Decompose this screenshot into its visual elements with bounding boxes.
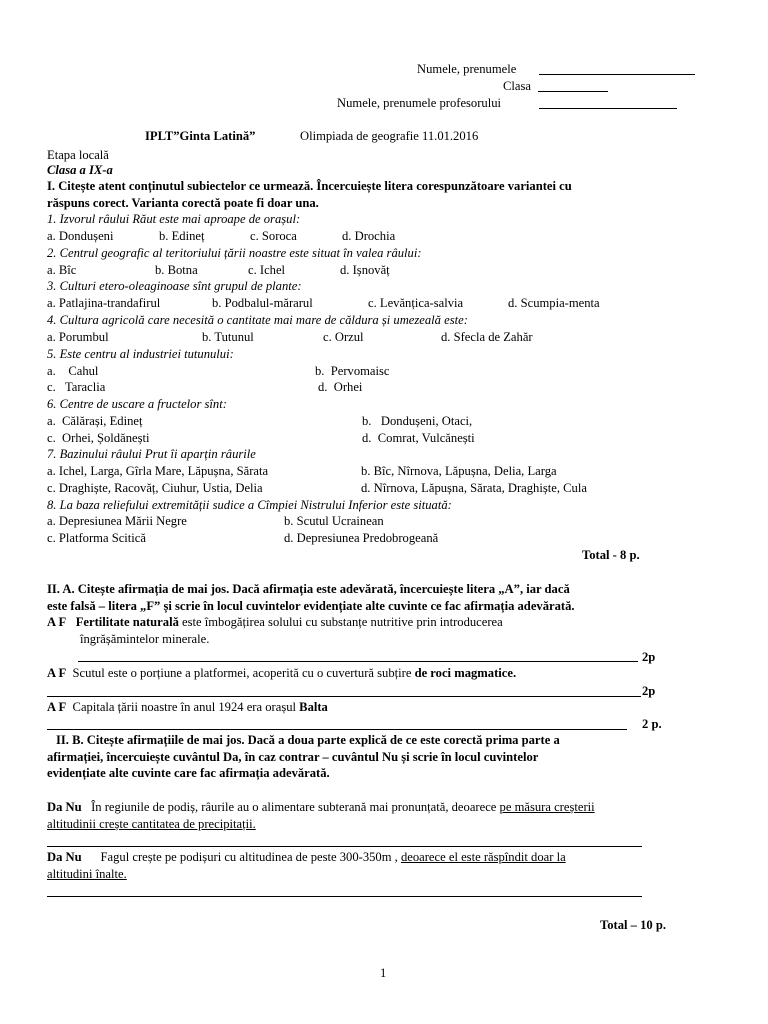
q1-option-b[interactable]: b. Edineț — [159, 229, 205, 243]
teacher-name-line[interactable] — [539, 108, 677, 109]
q3-option-c[interactable]: c. Levănțica-salvia — [368, 296, 464, 310]
answer-line-a3[interactable] — [47, 729, 627, 730]
q6-option-a[interactable]: a. Călărași, Edineț — [47, 414, 143, 428]
q7-option-a[interactable]: a. Ichel, Larga, Gîrla Mare, Lăpușna, Sărata — [47, 464, 269, 478]
q7-option-d[interactable]: d. Nîrnova, Lăpușna, Sărata, Draghiște, Cula — [361, 481, 587, 495]
q5-option-c[interactable]: c. Taraclia — [47, 380, 106, 394]
points-a3: 2 p. — [642, 717, 662, 731]
q5-option-a[interactable]: a. Cahul — [47, 364, 99, 378]
q2-option-a[interactable]: a. Bîc — [47, 263, 77, 277]
question-3: 3. Culturi etero-oleaginoase sînt grupul de plante: — [47, 279, 302, 293]
student-name-label: Numele, prenumele — [417, 62, 517, 76]
answer-line-b1[interactable] — [47, 846, 642, 847]
q7-option-b[interactable]: b. Bîc, Nîrnova, Lăpușna, Delia, Larga — [361, 464, 557, 478]
statement-b1-line2: altitudinii crește cantitatea de precipitații. — [47, 817, 256, 831]
q1-option-a[interactable]: a. Dondușeni — [47, 229, 114, 243]
q2-option-d[interactable]: d. Ișnovăț — [340, 263, 390, 277]
af-choice-3[interactable]: A F — [47, 700, 67, 714]
part1-instruction-line1: I. Citește atent conținutul subiectelor ce urmează. Încercuiește litera corespunzătoare variantei cu — [47, 179, 572, 193]
answer-line-a1[interactable] — [78, 661, 638, 662]
q4-option-c[interactable]: c. Orzul — [323, 330, 364, 344]
part2-total: Total – 10 p. — [600, 918, 667, 932]
q4-option-d[interactable]: d. Sfecla de Zahăr — [441, 330, 533, 344]
statement-a1-line2: îngrășămintelor minerale. — [80, 632, 210, 646]
q8-option-c[interactable]: c. Platforma Scitică — [47, 531, 146, 545]
answer-line-a2[interactable] — [47, 696, 641, 697]
points-a1: 2p — [642, 650, 656, 664]
q8-option-b[interactable]: b. Scutul Ucrainean — [284, 514, 384, 528]
stage-label: Etapa locală — [47, 148, 109, 162]
question-5: 5. Este centru al industriei tutunului: — [47, 347, 234, 361]
question-8: 8. La baza reliefului extremității sudice a Cîmpiei Nistrului Inferior este situată: — [47, 498, 452, 512]
points-a2: 2p — [642, 684, 656, 698]
student-name-line[interactable] — [539, 74, 695, 75]
part2b-instruction-line1: II. B. Citește afirmațiile de mai jos. Dacă a doua parte explică de ce este corectă prima parte a — [56, 733, 560, 747]
teacher-name-label: Numele, prenumele profesorului — [337, 96, 502, 110]
da-nu-choice-1[interactable]: Da Nu — [47, 800, 82, 814]
part2b-instruction-line2: afirmației, încercuiește cuvântul Da, în caz contrar – cuvântul Nu și scrie în locul cuvintelor — [47, 750, 539, 764]
q8-option-d[interactable]: d. Depresiunea Predobrogeană — [284, 531, 439, 545]
page-number: 1 — [380, 966, 387, 980]
q5-option-d[interactable]: d. Orhei — [318, 380, 363, 394]
q1-option-c[interactable]: c. Soroca — [250, 229, 297, 243]
af-choice-1[interactable]: A F — [47, 615, 67, 629]
af-choice-2[interactable]: A F — [47, 666, 67, 680]
q6-option-d[interactable]: d. Comrat, Vulcănești — [362, 431, 475, 445]
question-7: 7. Bazinului râului Prut îi aparțin râurile — [47, 447, 256, 461]
q3-option-d[interactable]: d. Scumpia-menta — [508, 296, 600, 310]
q4-option-a[interactable]: a. Porumbul — [47, 330, 109, 344]
olympiad-title: Olimpiada de geografie 11.01.2016 — [300, 129, 479, 143]
part1-total: Total - 8 p. — [582, 548, 640, 562]
statement-b2-line2: altitudini înalte. — [47, 867, 127, 881]
statement-b1: Da Nu În regiunile de podiș, râurile au o alimentare subterană mai pronunțată, deoarece pe măsura creșterii — [47, 800, 595, 814]
school-name: IPLT”Ginta Latină” — [145, 129, 256, 143]
q3-option-b[interactable]: b. Podbalul-mărarul — [212, 296, 313, 310]
part2a-instruction-line1: II. A. Citește afirmația de mai jos. Dacă afirmația este adevărată, încercuiește litera „A”, iar dacă — [47, 582, 570, 596]
question-1: 1. Izvorul râului Răut este mai aproape de orașul: — [47, 212, 301, 226]
q2-option-b[interactable]: b. Botna — [155, 263, 198, 277]
q3-option-a[interactable]: a. Patlajina-trandafirul — [47, 296, 161, 310]
q8-option-a[interactable]: a. Depresiunea Mării Negre — [47, 514, 187, 528]
part2a-instruction-line2: este falsă – litera „F” și scrie în locul cuvintelor evidențiate alte cuvinte ce fac afirmația adevărată. — [47, 599, 575, 613]
class-label: Clasa — [503, 79, 531, 93]
q6-option-b[interactable]: b. Dondușeni, Otaci, — [362, 414, 473, 428]
q5-option-b[interactable]: b. Pervomaisc — [315, 364, 390, 378]
statement-b2: Da Nu Fagul crește pe podișuri cu altitudinea de peste 300-350m , deoarece el este răspîndit doar la — [47, 850, 566, 864]
question-4: 4. Cultura agricolă care necesită o cantitate mai mare de căldura și umezeală este: — [47, 313, 468, 327]
q4-option-b[interactable]: b. Tutunul — [202, 330, 254, 344]
da-nu-choice-2[interactable]: Da Nu — [47, 850, 82, 864]
q1-option-d[interactable]: d. Drochia — [342, 229, 396, 243]
statement-a3: A F Capitala țării noastre în anul 1924 era orașul Balta — [47, 700, 328, 714]
part2b-instruction-line3: evidențiate alte cuvinte care fac afirmația adevărată. — [47, 766, 330, 780]
part1-instruction-line2: răspuns corect. Varianta corectă poate fi doar una. — [47, 196, 319, 210]
q2-option-c[interactable]: c. Ichel — [248, 263, 286, 277]
class-line[interactable] — [538, 91, 608, 92]
statement-a1: A F Fertilitate naturală este îmbogățirea solului cu substanțe nutritive prin introducerea — [47, 615, 503, 629]
q6-option-c[interactable]: c. Orhei, Șoldănești — [47, 431, 150, 445]
grade-label: Clasa a IX-a — [47, 163, 113, 177]
statement-a2: A F Scutul este o porțiune a platformei, acoperită cu o cuvertură subțire de roci magmatice. — [47, 666, 517, 680]
question-2: 2. Centrul geografic al teritoriului țării noastre este situat în valea râului: — [47, 246, 422, 260]
answer-line-b2[interactable] — [47, 896, 642, 897]
question-6: 6. Centre de uscare a fructelor sînt: — [47, 397, 227, 411]
q7-option-c[interactable]: c. Draghiște, Racovăț, Ciuhur, Ustia, Delia — [47, 481, 263, 495]
